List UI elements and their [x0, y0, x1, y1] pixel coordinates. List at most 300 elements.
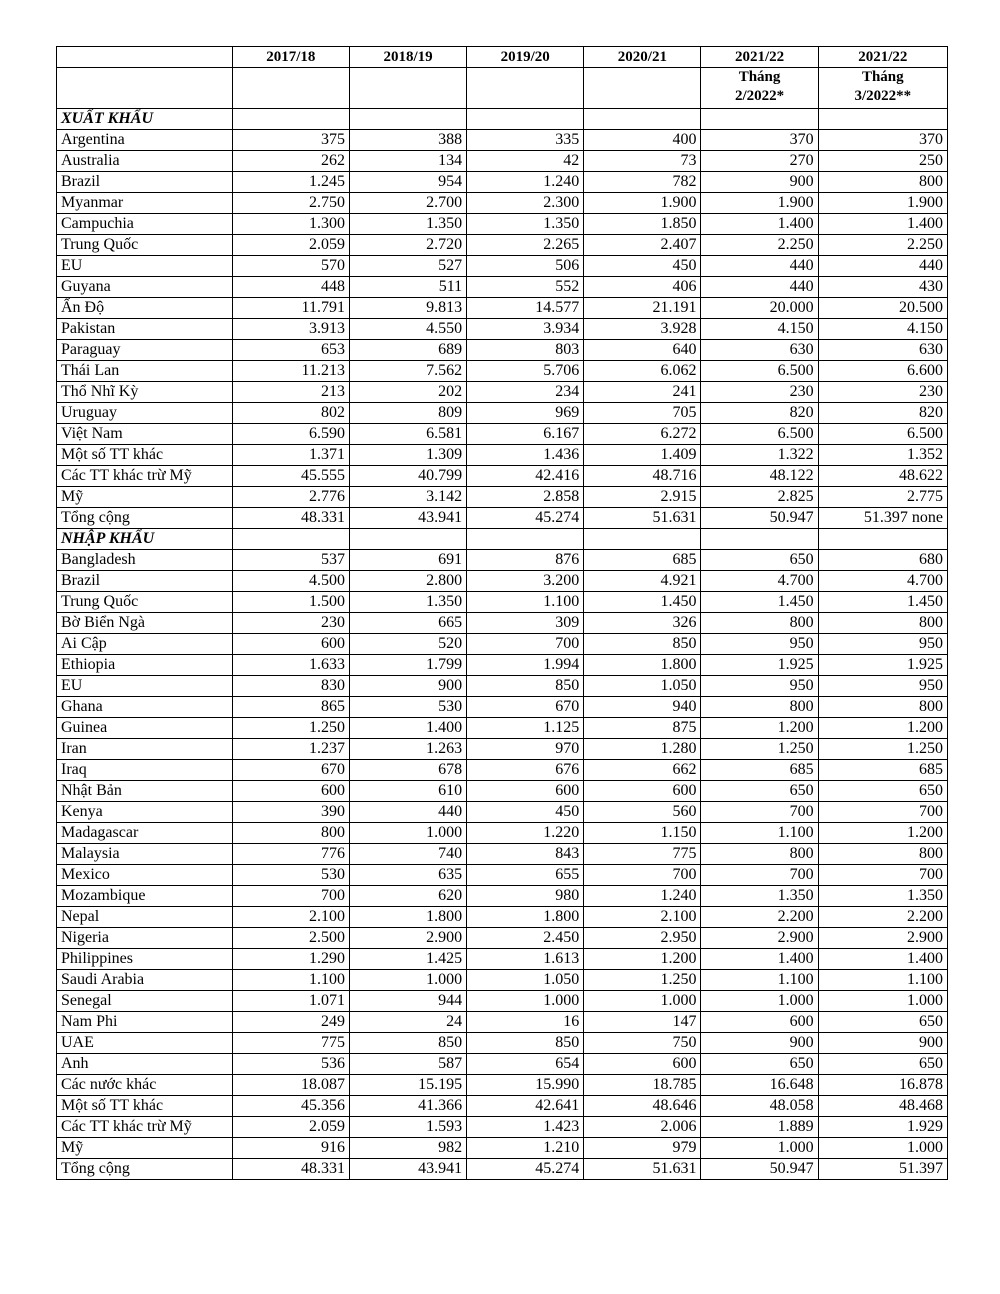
value-cell: 213 [232, 382, 349, 403]
value-cell: 202 [349, 382, 466, 403]
value-cell: 800 [818, 613, 947, 634]
value-cell: 1.593 [349, 1117, 466, 1138]
value-cell: 1.100 [818, 970, 947, 991]
value-cell: 1.000 [349, 823, 466, 844]
value-cell: 850 [467, 676, 584, 697]
market-name: Ai Cập [57, 634, 233, 655]
market-name: Bờ Biển Ngà [57, 613, 233, 634]
value-cell: 50.947 [701, 508, 818, 529]
value-cell: 520 [349, 634, 466, 655]
value-cell: 1.633 [232, 655, 349, 676]
market-name: Brazil [57, 571, 233, 592]
value-cell: 1.450 [701, 592, 818, 613]
value-cell: 6.167 [467, 424, 584, 445]
market-name: Saudi Arabia [57, 970, 233, 991]
value-cell: 650 [701, 550, 818, 571]
value-cell: 14.577 [467, 298, 584, 319]
import-table-row [57, 991, 948, 1012]
import-section-title: NHẬP KHẨU [57, 529, 233, 550]
value-cell: 900 [701, 1033, 818, 1054]
value-cell: 45.555 [232, 466, 349, 487]
value-cell: 230 [818, 382, 947, 403]
value-cell: 2.450 [467, 928, 584, 949]
value-cell: 979 [584, 1138, 701, 1159]
value-cell: 1.100 [701, 823, 818, 844]
import-table-row [57, 718, 948, 739]
value-cell: 620 [349, 886, 466, 907]
market-name: Tổng cộng [57, 1159, 233, 1180]
value-cell: 630 [818, 340, 947, 361]
value-cell: 51.397 none [818, 508, 947, 529]
value-cell: 802 [232, 403, 349, 424]
value-cell: 1.309 [349, 445, 466, 466]
empty-cell [232, 529, 349, 550]
import-table-row [57, 1033, 948, 1054]
value-cell: 700 [232, 886, 349, 907]
value-cell: 2.800 [349, 571, 466, 592]
export-table-row [57, 424, 948, 445]
value-cell: 16.878 [818, 1075, 947, 1096]
value-cell: 6.500 [701, 424, 818, 445]
export-table-row [57, 361, 948, 382]
subheader-mar-line2: 3/2022** [854, 88, 912, 104]
export-table-row [57, 277, 948, 298]
value-cell: 530 [349, 697, 466, 718]
value-cell: 800 [232, 823, 349, 844]
value-cell: 1.400 [818, 214, 947, 235]
value-cell: 2.059 [232, 235, 349, 256]
value-cell: 670 [467, 697, 584, 718]
empty-cell [467, 529, 584, 550]
value-cell: 691 [349, 550, 466, 571]
value-cell: 700 [467, 634, 584, 655]
market-name: Anh [57, 1054, 233, 1075]
value-cell: 45.274 [467, 1159, 584, 1180]
value-cell: 560 [584, 802, 701, 823]
import-table-row [57, 970, 948, 991]
value-cell: 6.590 [232, 424, 349, 445]
value-cell: 1.613 [467, 949, 584, 970]
value-cell: 1.450 [584, 592, 701, 613]
value-cell: 6.062 [584, 361, 701, 382]
empty-cell [818, 109, 947, 130]
export-table-row [57, 340, 948, 361]
value-cell: 9.813 [349, 298, 466, 319]
value-cell: 875 [584, 718, 701, 739]
value-cell: 2.900 [818, 928, 947, 949]
value-cell: 655 [467, 865, 584, 886]
value-cell: 650 [818, 1012, 947, 1033]
value-cell: 3.913 [232, 319, 349, 340]
value-cell: 654 [467, 1054, 584, 1075]
value-cell: 41.366 [349, 1096, 466, 1117]
value-cell: 1.500 [232, 592, 349, 613]
value-cell: 3.934 [467, 319, 584, 340]
value-cell: 506 [467, 256, 584, 277]
value-cell: 700 [818, 802, 947, 823]
value-cell: 1.800 [467, 907, 584, 928]
value-cell: 2.250 [701, 235, 818, 256]
value-cell: 511 [349, 277, 466, 298]
value-cell: 1.300 [232, 214, 349, 235]
value-cell: 676 [467, 760, 584, 781]
market-name: Senegal [57, 991, 233, 1012]
value-cell: 1.000 [818, 1138, 947, 1159]
import-table-row [57, 739, 948, 760]
market-name: Pakistan [57, 319, 233, 340]
value-cell: 600 [232, 781, 349, 802]
empty-cell [701, 529, 818, 550]
value-cell: 48.331 [232, 1159, 349, 1180]
import-table-row [57, 760, 948, 781]
value-cell: 1.350 [467, 214, 584, 235]
export-table-row [57, 445, 948, 466]
value-cell: 1.900 [818, 193, 947, 214]
value-cell: 1.350 [349, 214, 466, 235]
value-cell: 2.900 [701, 928, 818, 949]
header-year-2019-20: 2019/20 [467, 47, 584, 68]
import-table-row [57, 655, 948, 676]
value-cell: 670 [232, 760, 349, 781]
import-table-row [57, 886, 948, 907]
value-cell: 1.240 [467, 172, 584, 193]
subheader-empty-cell [349, 68, 466, 109]
import-table-row [57, 634, 948, 655]
value-cell: 450 [584, 256, 701, 277]
value-cell: 1.400 [349, 718, 466, 739]
value-cell: 1.423 [467, 1117, 584, 1138]
export-table-row [57, 235, 948, 256]
market-name: Tổng cộng [57, 508, 233, 529]
value-cell: 800 [701, 613, 818, 634]
value-cell: 1.900 [584, 193, 701, 214]
market-name: Malaysia [57, 844, 233, 865]
value-cell: 335 [467, 130, 584, 151]
value-cell: 406 [584, 277, 701, 298]
value-cell: 1.889 [701, 1117, 818, 1138]
market-name: Các nước khác [57, 1075, 233, 1096]
value-cell: 375 [232, 130, 349, 151]
value-cell: 6.581 [349, 424, 466, 445]
import-section-row [57, 529, 948, 550]
value-cell: 650 [818, 781, 947, 802]
value-cell: 876 [467, 550, 584, 571]
value-cell: 51.631 [584, 508, 701, 529]
value-cell: 982 [349, 1138, 466, 1159]
value-cell: 600 [584, 1054, 701, 1075]
market-name: Madagascar [57, 823, 233, 844]
value-cell: 635 [349, 865, 466, 886]
value-cell: 970 [467, 739, 584, 760]
value-cell: 1.200 [701, 718, 818, 739]
value-cell: 2.250 [818, 235, 947, 256]
value-cell: 700 [701, 802, 818, 823]
value-cell: 1.350 [349, 592, 466, 613]
value-cell: 4.500 [232, 571, 349, 592]
market-name: Nam Phi [57, 1012, 233, 1033]
header-year-2021-22-mar: 2021/22 [818, 47, 947, 68]
import-table-row [57, 907, 948, 928]
value-cell: 750 [584, 1033, 701, 1054]
value-cell: 865 [232, 697, 349, 718]
value-cell: 1.436 [467, 445, 584, 466]
value-cell: 448 [232, 277, 349, 298]
market-name: Australia [57, 151, 233, 172]
value-cell: 950 [818, 676, 947, 697]
value-cell: 388 [349, 130, 466, 151]
value-cell: 1.000 [818, 991, 947, 1012]
value-cell: 640 [584, 340, 701, 361]
value-cell: 43.941 [349, 1159, 466, 1180]
value-cell: 4.700 [701, 571, 818, 592]
value-cell: 1.350 [701, 886, 818, 907]
export-section-title: XUẤT KHẨU [57, 109, 233, 130]
import-table-row [57, 1159, 948, 1180]
value-cell: 48.468 [818, 1096, 947, 1117]
market-name: Paraguay [57, 340, 233, 361]
value-cell: 15.990 [467, 1075, 584, 1096]
value-cell: 440 [818, 256, 947, 277]
value-cell: 650 [701, 1054, 818, 1075]
import-table-row [57, 949, 948, 970]
market-name: Các TT khác trừ Mỹ [57, 466, 233, 487]
value-cell: 689 [349, 340, 466, 361]
market-name: Các TT khác trừ Mỹ [57, 1117, 233, 1138]
value-cell: 1.925 [818, 655, 947, 676]
export-table-row [57, 172, 948, 193]
market-name: Mỹ [57, 487, 233, 508]
value-cell: 1.290 [232, 949, 349, 970]
value-cell: 1.250 [584, 970, 701, 991]
value-cell: 6.500 [818, 424, 947, 445]
empty-cell [232, 109, 349, 130]
market-name: Trung Quốc [57, 592, 233, 613]
import-table-row [57, 676, 948, 697]
value-cell: 1.000 [701, 1138, 818, 1159]
value-cell: 1.352 [818, 445, 947, 466]
value-cell: 1.000 [349, 970, 466, 991]
value-cell: 980 [467, 886, 584, 907]
export-table-row [57, 256, 948, 277]
value-cell: 7.562 [349, 361, 466, 382]
value-cell: 48.646 [584, 1096, 701, 1117]
value-cell: 552 [467, 277, 584, 298]
value-cell: 15.195 [349, 1075, 466, 1096]
value-cell: 4.150 [701, 319, 818, 340]
value-cell: 134 [349, 151, 466, 172]
import-table-row [57, 928, 948, 949]
value-cell: 776 [232, 844, 349, 865]
market-name: Nigeria [57, 928, 233, 949]
value-cell: 2.100 [584, 907, 701, 928]
value-cell: 1.200 [818, 823, 947, 844]
value-cell: 1.200 [584, 949, 701, 970]
value-cell: 570 [232, 256, 349, 277]
value-cell: 2.858 [467, 487, 584, 508]
value-cell: 440 [701, 256, 818, 277]
value-cell: 2.950 [584, 928, 701, 949]
value-cell: 1.000 [584, 991, 701, 1012]
market-name: Mỹ [57, 1138, 233, 1159]
empty-cell [467, 109, 584, 130]
value-cell: 2.775 [818, 487, 947, 508]
value-cell: 1.929 [818, 1117, 947, 1138]
value-cell: 2.750 [232, 193, 349, 214]
import-table-row [57, 1012, 948, 1033]
value-cell: 800 [818, 697, 947, 718]
export-table-row [57, 382, 948, 403]
value-cell: 1.400 [701, 214, 818, 235]
value-cell: 830 [232, 676, 349, 697]
value-cell: 600 [467, 781, 584, 802]
export-table-row [57, 151, 948, 172]
value-cell: 48.622 [818, 466, 947, 487]
value-cell: 1.280 [584, 739, 701, 760]
market-name: Mozambique [57, 886, 233, 907]
empty-cell [584, 529, 701, 550]
value-cell: 610 [349, 781, 466, 802]
value-cell: 843 [467, 844, 584, 865]
value-cell: 587 [349, 1054, 466, 1075]
value-cell: 326 [584, 613, 701, 634]
market-name: Ethiopia [57, 655, 233, 676]
value-cell: 1.210 [467, 1138, 584, 1159]
value-cell: 1.150 [584, 823, 701, 844]
value-cell: 2.200 [818, 907, 947, 928]
value-cell: 2.720 [349, 235, 466, 256]
market-name: Campuchia [57, 214, 233, 235]
export-section-row [57, 109, 948, 130]
value-cell: 1.100 [701, 970, 818, 991]
export-table-row [57, 298, 948, 319]
value-cell: 1.237 [232, 739, 349, 760]
market-name: Thái Lan [57, 361, 233, 382]
empty-cell [349, 529, 466, 550]
market-name: Ấn Độ [57, 298, 233, 319]
import-table-row [57, 1096, 948, 1117]
header-year-2021-22-feb: 2021/22 [701, 47, 818, 68]
value-cell: 6.272 [584, 424, 701, 445]
market-name: Nhật Bản [57, 781, 233, 802]
header-year-2020-21: 2020/21 [584, 47, 701, 68]
value-cell: 1.100 [232, 970, 349, 991]
value-cell: 1.125 [467, 718, 584, 739]
value-cell: 662 [584, 760, 701, 781]
value-cell: 18.785 [584, 1075, 701, 1096]
market-name: Trung Quốc [57, 235, 233, 256]
market-name: Mexico [57, 865, 233, 886]
value-cell: 42 [467, 151, 584, 172]
value-cell: 800 [701, 844, 818, 865]
import-table-row [57, 571, 948, 592]
value-cell: 530 [232, 865, 349, 886]
value-cell: 262 [232, 151, 349, 172]
export-table-row [57, 466, 948, 487]
value-cell: 850 [349, 1033, 466, 1054]
value-cell: 3.200 [467, 571, 584, 592]
import-table-row [57, 844, 948, 865]
value-cell: 537 [232, 550, 349, 571]
value-cell: 1.050 [467, 970, 584, 991]
value-cell: 2.900 [349, 928, 466, 949]
value-cell: 950 [701, 676, 818, 697]
value-cell: 944 [349, 991, 466, 1012]
value-cell: 800 [701, 697, 818, 718]
value-cell: 1.100 [467, 592, 584, 613]
value-cell: 1.800 [584, 655, 701, 676]
market-name: Iran [57, 739, 233, 760]
value-cell: 740 [349, 844, 466, 865]
value-cell: 48.058 [701, 1096, 818, 1117]
value-cell: 3.928 [584, 319, 701, 340]
value-cell: 1.371 [232, 445, 349, 466]
value-cell: 900 [818, 1033, 947, 1054]
value-cell: 5.706 [467, 361, 584, 382]
value-cell: 50.947 [701, 1159, 818, 1180]
subheader-mar-line1: Tháng [861, 69, 904, 85]
value-cell: 45.274 [467, 508, 584, 529]
value-cell: 969 [467, 403, 584, 424]
value-cell: 370 [701, 130, 818, 151]
value-cell: 954 [349, 172, 466, 193]
market-name: Một số TT khác [57, 1096, 233, 1117]
import-table-row [57, 1054, 948, 1075]
empty-cell [584, 109, 701, 130]
value-cell: 2.825 [701, 487, 818, 508]
value-cell: 600 [232, 634, 349, 655]
value-cell: 803 [467, 340, 584, 361]
market-name: Uruguay [57, 403, 233, 424]
value-cell: 1.000 [701, 991, 818, 1012]
value-cell: 782 [584, 172, 701, 193]
value-cell: 1.900 [701, 193, 818, 214]
export-table-row [57, 487, 948, 508]
value-cell: 1.000 [467, 991, 584, 1012]
market-name: EU [57, 676, 233, 697]
export-table-row [57, 214, 948, 235]
value-cell: 20.500 [818, 298, 947, 319]
subheader-empty-cell [232, 68, 349, 109]
market-name: Philippines [57, 949, 233, 970]
value-cell: 850 [584, 634, 701, 655]
value-cell: 6.600 [818, 361, 947, 382]
value-cell: 234 [467, 382, 584, 403]
subheader-row [57, 68, 948, 109]
value-cell: 2.100 [232, 907, 349, 928]
value-cell: 653 [232, 340, 349, 361]
value-cell: 4.921 [584, 571, 701, 592]
header-year-2018-19: 2018/19 [349, 47, 466, 68]
header-year-2017-18: 2017/18 [232, 47, 349, 68]
value-cell: 650 [818, 1054, 947, 1075]
value-cell: 43.941 [349, 508, 466, 529]
value-cell: 820 [701, 403, 818, 424]
value-cell: 705 [584, 403, 701, 424]
export-table-row [57, 403, 948, 424]
subheader-feb-line1: Tháng [738, 69, 781, 85]
value-cell: 1.250 [818, 739, 947, 760]
value-cell: 1.245 [232, 172, 349, 193]
subheader-empty-cell [467, 68, 584, 109]
value-cell: 1.250 [232, 718, 349, 739]
value-cell: 2.265 [467, 235, 584, 256]
value-cell: 2.059 [232, 1117, 349, 1138]
value-cell: 800 [818, 844, 947, 865]
value-cell: 527 [349, 256, 466, 277]
value-cell: 1.400 [818, 949, 947, 970]
value-cell: 1.050 [584, 676, 701, 697]
value-cell: 270 [701, 151, 818, 172]
